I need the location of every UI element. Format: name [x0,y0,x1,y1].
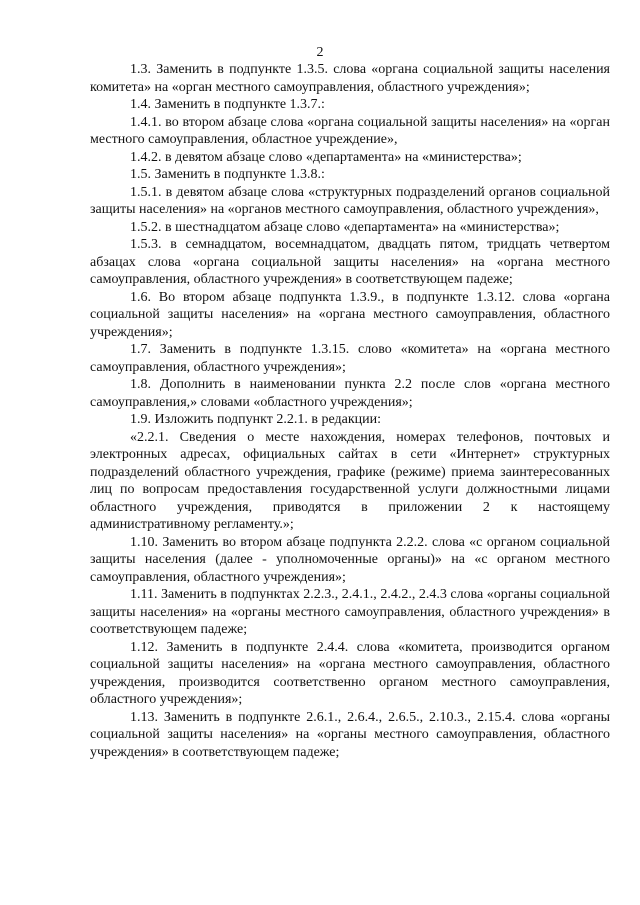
paragraph-1-9: 1.9. Изложить подпункт 2.2.1. в редакции: [130,412,382,427]
paragraph-1-4-1: 1.4.1. во втором абзаце слова «органа социальной защиты населения» на «орган местного самоуправления, областное учреждение», [90,114,610,147]
paragraph-1-5: 1.5. Заменить в подпункте 1.3.8.: [130,167,325,182]
paragraph-1-3: 1.3. Заменить в подпункте 1.3.5. слова «органа социальной защиты населения комитета» на «орган местного самоуправления, областного учреждения»; [90,62,610,95]
paragraph-1-5-2: 1.5.2. в шестнадцатом абзаце слово «департамента» на «министерства»; [130,219,560,235]
paragraph-1-11: 1.11. Заменить в подпунктах 2.2.3., 2.4.1., 2.4.2., 2.4.3 слова «органы социальной защиты населения» на «органы местного самоуправления, областного учреждения» в соответствующем падеже; [90,587,610,637]
page-number: 2 [316,45,324,60]
paragraph-1-12: 1.12. Заменить в подпункте 2.4.4. слова «комитета, производится органом социальной защиты населения» на «органа местного самоуправления, областного учреждения, производится соответственно органом местного самоуправления, областного учреждения»; [90,639,610,707]
paragraph-1-13: 1.13. Заменить в подпункте 2.6.1., 2.6.4., 2.6.5., 2.10.3., 2.15.4. слова «органы социальной защиты населения» на «органы местного самоуправления, областного учреждения» в соответствующем падеже; [90,709,610,760]
paragraph-1-4: 1.4. Заменить в подпункте 1.3.7.: [130,97,325,112]
paragraph-1-6: 1.6. Во втором абзаце подпункта 1.3.9., в подпункте 1.3.12. слова «органа социальной защиты населения» на «органа местного самоуправления, областного учреждения»; [90,289,610,340]
document-body [90,61,610,761]
paragraph-1-7: 1.7. Заменить в подпункте 1.3.15. слово «комитета» на «органа местного самоуправления, областного учреждения»; [90,342,610,375]
paragraph-1-10: 1.10. Заменить во втором абзаце подпункта 2.2.2. слова «с органом социальной защиты населения (далее - уполномоченные органы)» на «с органом местного самоуправления, областного учреждения»; [90,534,610,585]
paragraph-2-2-1-quote: «2.2.1. Сведения о месте нахождения, номерах телефонов, почтовых и электронных адресах, официальных сайтах в сети «Интернет» структурных подразделений областного учреждения, графике (режиме) приема заинтересованных лиц по вопросам предоставления государственной услуги должностными лицами областного учреждения, приводятся в приложении 2 к настоящему административному регламенту.»; [90,429,610,532]
paragraph-1-5-1: 1.5.1. в девятом абзаце слова «структурных подразделений органов социальной защиты населения» на «органов местного самоуправления, областного учреждения», [90,184,610,217]
paragraph-1-4-2: 1.4.2. в девятом абзаце слово «департамента» на «министерства»; [130,149,522,165]
paragraph-1-8: 1.8. Дополнить в наименовании пункта 2.2 после слов «органа местного самоуправления,» словами «областного учреждения»; [90,377,610,410]
paragraph-1-5-3: 1.5.3. в семнадцатом, восемнадцатом, двадцать пятом, тридцать четвертом абзацах слова «органа социальной защиты населения» на «органа местного самоуправления, областного учреждения» в соответствующем падеже; [90,237,610,287]
